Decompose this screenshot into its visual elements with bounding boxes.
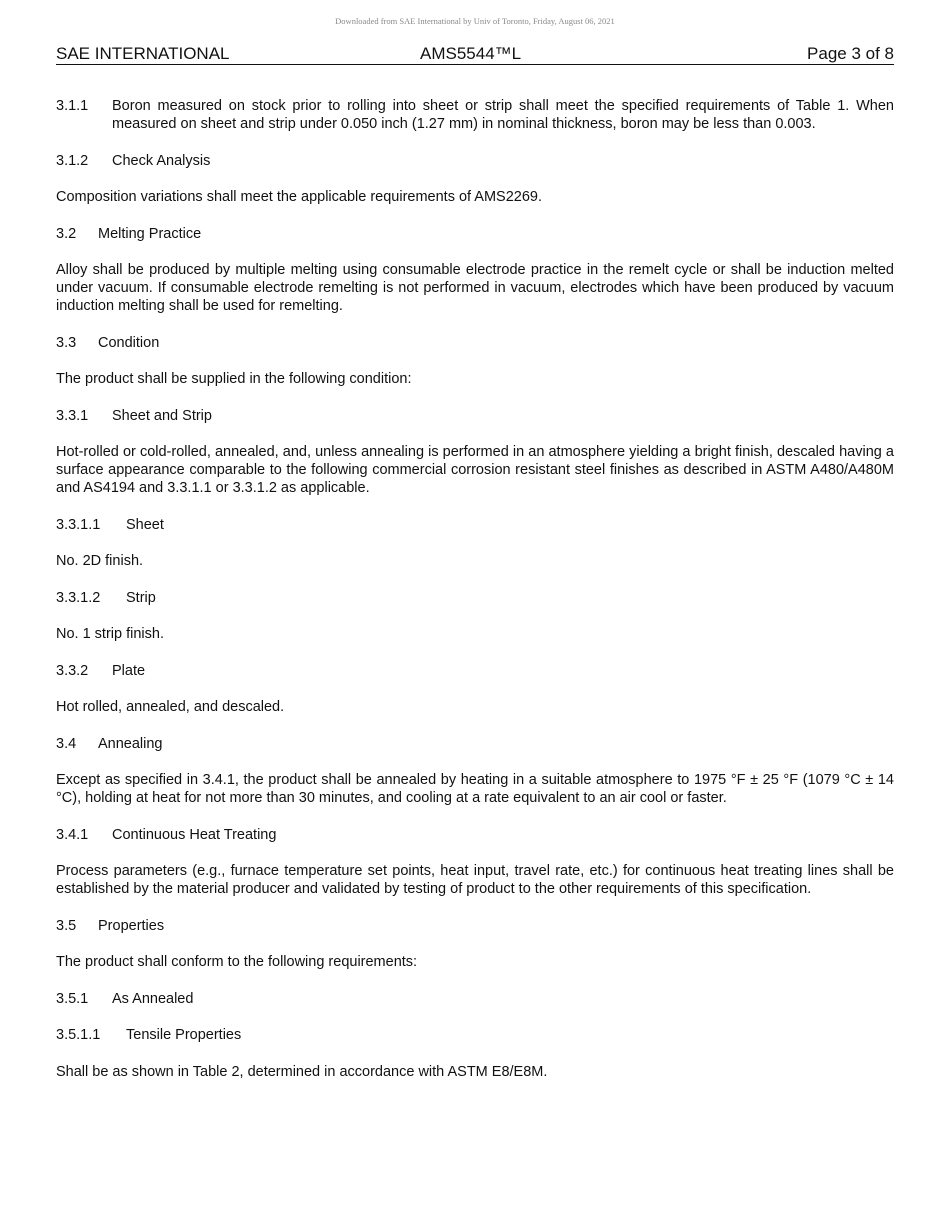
section-title: Continuous Heat Treating (112, 826, 277, 843)
section-number: 3.5 (56, 917, 77, 934)
section-heading (56, 735, 894, 753)
section-heading (56, 152, 894, 170)
section-title: Sheet and Strip (112, 407, 212, 424)
section-title: Condition (98, 334, 160, 351)
section-number: 3.4 (56, 735, 77, 752)
clause-text: Boron measured on stock prior to rolling into sheet or strip shall meet the specified requirements of Table 1. When measured on sheet and strip under 0.050 inch (1.27 mm) in nominal thickness, boron may be less than 0.003. (112, 98, 894, 132)
section-title: Plate (112, 662, 146, 679)
section-number: 3.5.1.1 (56, 1027, 101, 1043)
section-title: Check Analysis (112, 152, 211, 169)
section-heading (56, 826, 894, 844)
document-number: AMS5544™L (420, 44, 522, 63)
paragraph: Alloy shall be produced by multiple melting using consumable electrode practice in the remelt cycle or shall be induction melted under vacuum. If consumable electrode remelting is not performed in vacuum, electrodes which have been produced by vacuum induction melting shall be used for remelting. (56, 262, 894, 314)
section-number: 3.1.2 (56, 152, 89, 169)
section-title: Strip (126, 589, 156, 606)
section-heading (56, 589, 894, 607)
page-header (56, 44, 894, 65)
section-title: Annealing (98, 735, 163, 752)
paragraph: Shall be as shown in Table 2, determined in accordance with ASTM E8/E8M. (56, 1063, 548, 1080)
section-title: Sheet (126, 516, 164, 533)
download-watermark: Downloaded from SAE International by Univ of Toronto, Friday, August 06, 2021 (335, 16, 615, 26)
section-number: 3.3.1.1 (56, 516, 101, 533)
section-number: 3.4.1 (56, 826, 89, 843)
section-number: 3.3.1 (56, 407, 89, 424)
clause-3-1-1 (56, 97, 894, 133)
paragraph: Except as specified in 3.4.1, the product shall be annealed by heating in a suitable atmosphere to 1975 °F ± 25 °F (1079 °C ± 14 °C), holding at heat for not more than 30 minutes, and cooling at a rate equivalent to an air cool or faster. (56, 772, 894, 806)
document-body (56, 97, 894, 1099)
section-title: Properties (98, 917, 165, 934)
paragraph: Composition variations shall meet the applicable requirements of AMS2269. (56, 189, 543, 205)
section-heading (56, 334, 894, 352)
section-number: 3.3 (56, 334, 77, 351)
paragraph: Hot rolled, annealed, and descaled. (56, 699, 285, 715)
section-heading (56, 990, 894, 1008)
paragraph: Hot-rolled or cold-rolled, annealed, and, unless annealing is performed in an atmosphere yielding a bright finish, descaled having a surface appearance comparable to the following commercial corrosion resistant steel finishes as described in ASTM A480/A480M and AS4194 and 3.3.1.1 or 3.3.1.2 as applicable. (56, 444, 894, 496)
paragraph: Process parameters (e.g., furnace temperature set points, heat input, travel rate, etc.) for continuous heat treating lines shall be established by the material producer and validated by testing of product to the other requirements of this specification. (56, 863, 894, 897)
section-heading (56, 407, 894, 425)
section-title: Melting Practice (98, 225, 202, 242)
section-title: As Annealed (112, 990, 194, 1007)
paragraph: No. 1 strip finish. (56, 626, 164, 642)
section-heading (56, 516, 894, 534)
publisher-name: SAE INTERNATIONAL (56, 44, 230, 63)
section-number: 3.2 (56, 225, 77, 242)
paragraph: No. 2D finish. (56, 553, 144, 569)
page-number: Page 3 of 8 (807, 44, 894, 63)
clause-number: 3.1.1 (56, 98, 89, 114)
section-heading (56, 917, 894, 935)
section-number: 3.3.1.2 (56, 589, 101, 606)
section-heading (56, 225, 894, 243)
section-number: 3.5.1 (56, 990, 89, 1007)
paragraph: The product shall be supplied in the following condition: (56, 371, 412, 387)
section-heading (56, 1026, 894, 1044)
paragraph: The product shall conform to the following requirements: (56, 954, 418, 970)
section-title: Tensile Properties (126, 1027, 242, 1043)
section-number: 3.3.2 (56, 662, 89, 679)
section-heading (56, 662, 894, 680)
